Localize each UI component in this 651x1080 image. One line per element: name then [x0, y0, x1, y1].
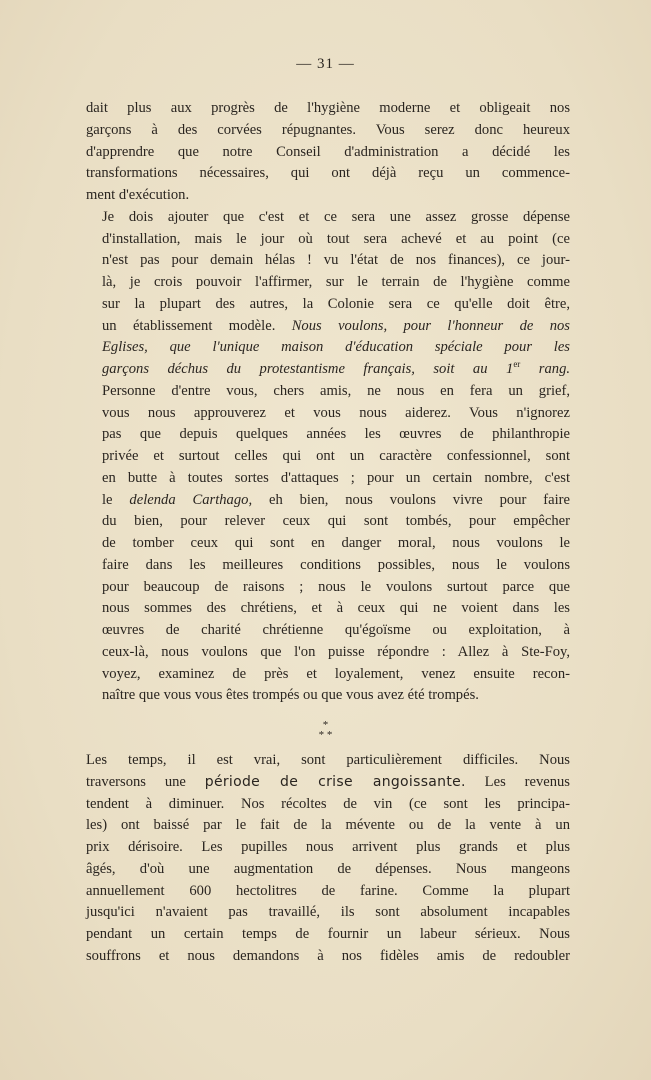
text-line: Personne d'entre vous, chers amis, ne nous en fera un grief,: [102, 382, 570, 399]
text-line: d'installation, mais le jour où tout sera achevé et au point (ce: [102, 230, 570, 247]
text-line: privée et surtout celles qui ont un caractère confessionnel, sont: [102, 448, 570, 464]
plain-fragment: eh bien, nous voulons vivre pour faire: [268, 491, 570, 508]
emphasis-fragment: période de crise angoissante.: [204, 773, 466, 790]
text-line: Je dois ajouter que c'est et ce sera une assez grosse dépense: [102, 208, 570, 225]
text-line: pas que depuis quelques années les œuvres de philanthropie: [102, 426, 570, 443]
plain-fragment: Les revenus: [484, 773, 570, 790]
page-number: — 31 —: [296, 56, 355, 72]
text-line: sur la plupart des autres, la Colonie sera ce qu'elle doit être,: [102, 295, 570, 312]
text-line: pendant un certain temps de fournir un labeur sérieux. Nous: [86, 926, 570, 942]
plain-fragment: traversons une: [86, 773, 186, 790]
text-line: souffrons et nous demandons à nos fidèles amis de redoubler: [86, 947, 570, 964]
text-line: voyez, examinez de près et loyalement, venez ensuite recon-: [102, 665, 570, 682]
text-line: transformations nécessaires, qui ont déjà reçu un commence-: [86, 165, 570, 182]
text-line: du bien, pour relever ceux qui sont tombés, pour empêcher: [102, 513, 570, 530]
italic-fragment: delenda Carthago,: [129, 491, 253, 508]
text-line: vous nous approuverez et vous nous aiderez. Vous n'ignorez: [102, 404, 570, 421]
text-line: garçons à des corvées répugnantes. Vous serez donc heureux: [86, 121, 570, 138]
section-separator: [0, 720, 651, 740]
plain-fragment: le: [102, 491, 113, 508]
text-line: en butte à toutes sortes d'attaques ; pour un certain nombre, c'est: [102, 469, 570, 486]
text-line-mixed: [86, 772, 570, 794]
paragraph-difficult-times: [86, 750, 570, 968]
text-line: d'apprendre que notre Conseil d'administration a décidé les: [86, 143, 570, 160]
asterisk-top: *: [322, 719, 329, 731]
text-line: n'est pas pour demain hélas ! vu l'état de nos finances), ce jour-: [102, 252, 570, 269]
text-line: ment d'exécution.: [86, 187, 190, 203]
text-line: tendent à diminuer. Nos récoltes de vin (ce sont les principa-: [86, 795, 570, 812]
text-line: les) ont baissé par le fait de la mévente ou de la vente à un: [86, 817, 570, 834]
text-line: dait plus aux progrès de l'hygiène moderne et obligeait nos: [86, 100, 570, 116]
italic-fragment: rang.: [538, 361, 571, 377]
text-line-mixed: [86, 490, 570, 512]
asterisk-bottom: * *: [318, 729, 333, 741]
italic-fragment: Nous voulons, pour l'honneur de nos: [291, 317, 570, 334]
italic-fragment: Eglises, que l'unique maison d'éducation spéciale pour les: [102, 339, 570, 356]
body-text: [86, 98, 570, 707]
italic-line: [86, 337, 570, 359]
text-line: faire dans les meilleures conditions possibles, nous le voulons: [102, 556, 570, 573]
text-line: âgés, d'où une augmentation de dépenses. Nous mangeons: [86, 860, 570, 877]
text-line: annuellement 600 hectolitres de farine. Comme la plupart: [86, 882, 570, 899]
paragraph-hygiene: [86, 98, 570, 207]
text-line: nous sommes des chrétiens, et à ceux qui ne voient dans les: [102, 600, 570, 617]
text-line: Les temps, il est vrai, sont particulièrement difficiles. Nous: [86, 752, 570, 768]
text-line: naître que vous vous êtes trompés ou que vous avez été trompés.: [102, 687, 479, 704]
text-line-mixed: [86, 316, 570, 338]
text-line: œuvres de charité chrétienne qu'égoïsme ou exploitation, à: [102, 622, 570, 638]
italic-line: [86, 359, 570, 381]
rank-number: 1: [506, 361, 514, 377]
paragraph-installation: [86, 207, 570, 707]
plain-fragment: un établissement modèle.: [102, 317, 276, 334]
rank-superscript: er: [513, 359, 521, 370]
text-line: ceux-là, nous voulons que l'on puisse répondre : Allez à Ste-Foy,: [102, 643, 570, 660]
text-line: pour beaucoup de raisons ; nous le voulons surtout parce que: [102, 578, 570, 595]
text-line: prix dérisoire. Les pupilles nous arrivent plus grands et plus: [86, 839, 570, 855]
text-line: de tomber ceux qui sont en danger moral, nous voulons le: [102, 535, 570, 551]
text-line: là, je crois pouvoir l'affirmer, sur le terrain de l'hygiène comme: [102, 274, 570, 290]
italic-fragment: garçons déchus du protestantisme français, soit au: [102, 361, 488, 377]
text-line: jusqu'ici n'avaient pas travaillé, ils sont absolument incapables: [86, 904, 570, 921]
